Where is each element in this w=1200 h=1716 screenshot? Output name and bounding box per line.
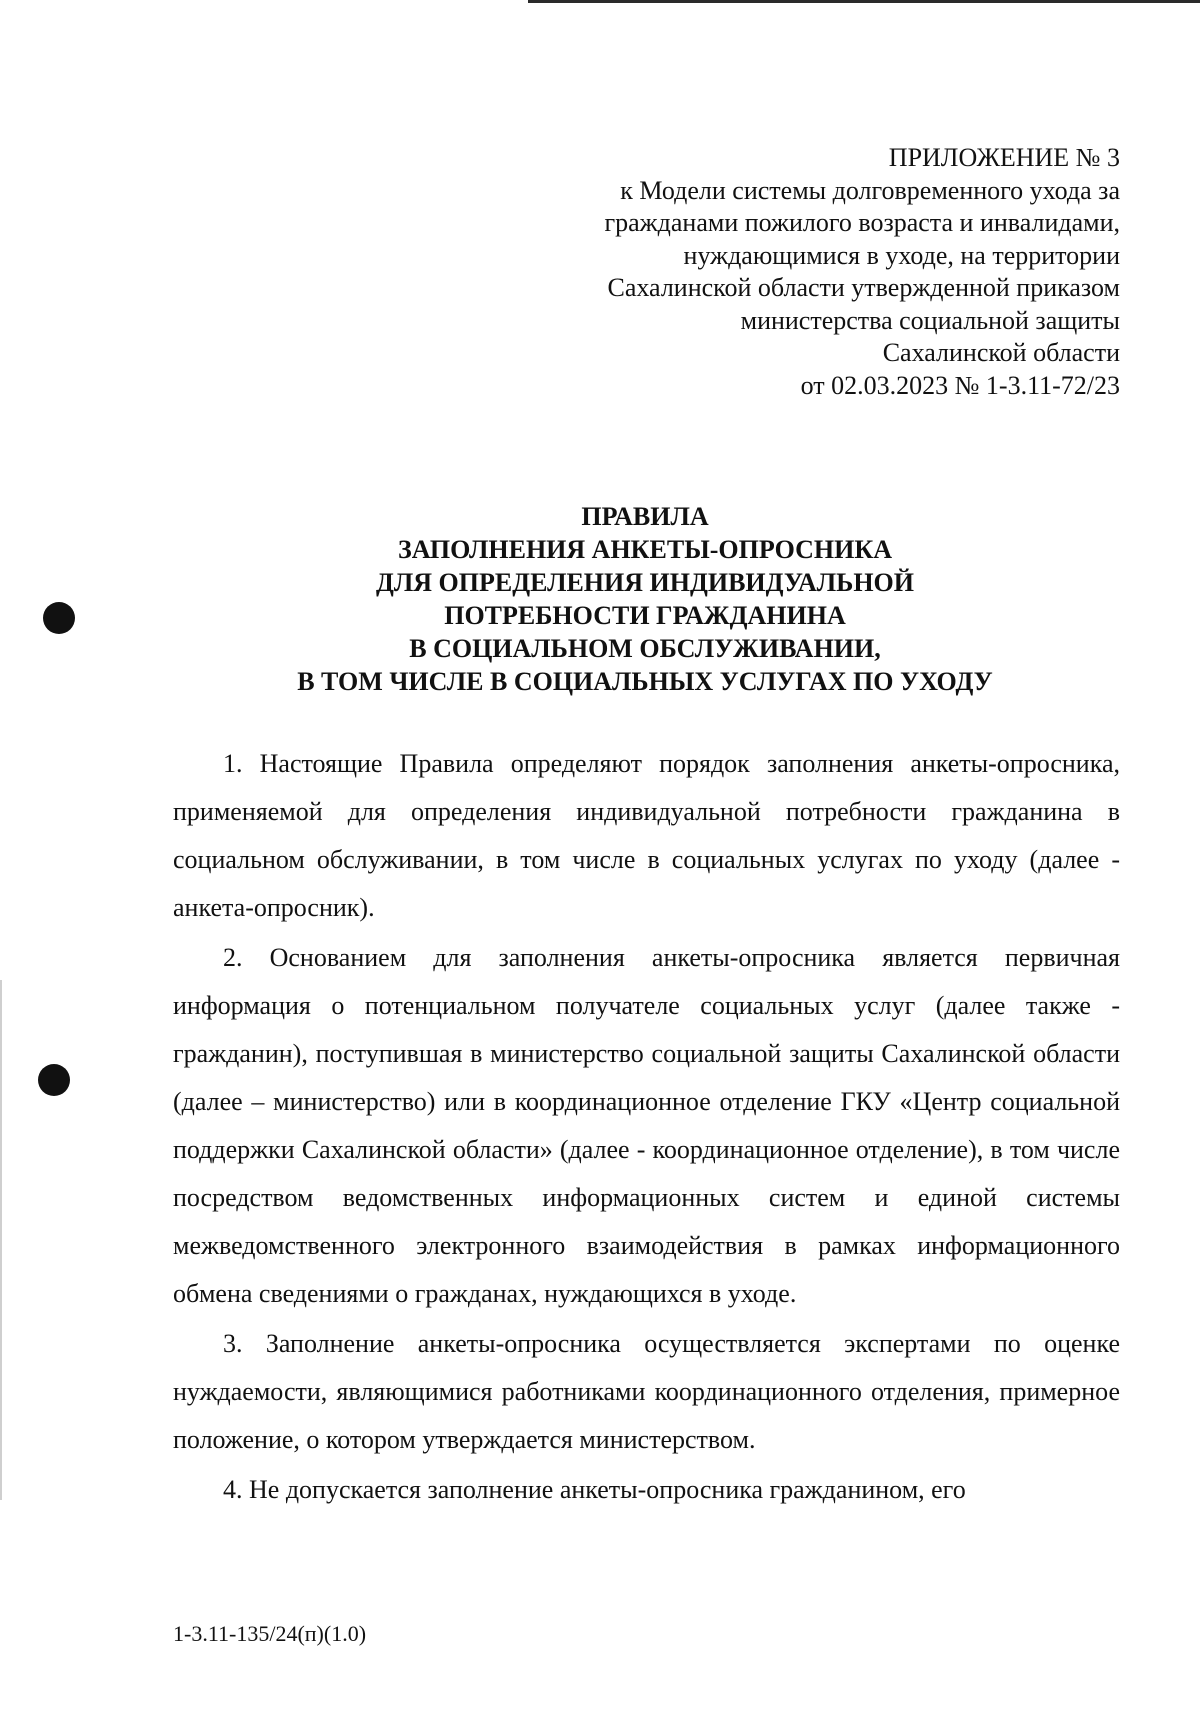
appendix-line: ПРИЛОЖЕНИЕ № 3	[888, 143, 1120, 172]
appendix-line: нуждающимися в уходе, на территории	[683, 240, 1120, 270]
appendix-line: от 02.03.2023 № 1-3.11-72/23	[800, 370, 1120, 400]
document-body	[173, 740, 1120, 1516]
paragraph-2: 2. Основанием для заполнения анкеты-опросника является первичная информация о потенциальном получателе социальных услуг (далее также - гражданин), поступившая в министерство социальной защиты Сахалинской области (далее – министерство) или в координационное отделение ГКУ «Центр социальной поддержки Сахалинской области» (далее - координационное отделение), в том числе посредством ведомственных информационных систем и единой системы межведомственного электронного взаимодействия в рамках информационного обмена сведениями о гражданах, нуждающихся в уходе.	[173, 943, 1120, 1308]
title-line: ПОТРЕБНОСТИ ГРАЖДАНИНА	[444, 601, 846, 630]
document-title	[170, 500, 1120, 698]
title-line: ПРАВИЛА	[581, 502, 709, 531]
document-code-footer: 1-3.11-135/24(п)(1.0)	[173, 1621, 367, 1646]
title-line: В ТОМ ЧИСЛЕ В СОЦИАЛЬНЫХ УСЛУГАХ ПО УХОДУ	[297, 667, 993, 696]
appendix-line: министерства социальной защиты	[740, 305, 1120, 335]
title-line: В СОЦИАЛЬНОМ ОБСЛУЖИВАНИИ,	[409, 634, 881, 663]
paragraph-4: 4. Не допускается заполнение анкеты-опросника гражданином, его	[223, 1475, 966, 1504]
appendix-header	[480, 142, 1120, 402]
title-line: ДЛЯ ОПРЕДЕЛЕНИЯ ИНДИВИДУАЛЬНОЙ	[376, 568, 914, 597]
appendix-line: Сахалинской области	[882, 338, 1120, 367]
paragraph-1: 1. Настоящие Правила определяют порядок заполнения анкеты-опросника, применяемой для определения индивидуальной потребности гражданина в социальном обслуживании, в том числе в социальных услугах по уходу (далее - анкета-опросник).	[173, 749, 1120, 922]
title-line: ЗАПОЛНЕНИЯ АНКЕТЫ-ОПРОСНИКА	[398, 535, 892, 564]
punch-hole-mark	[38, 1064, 70, 1096]
scan-left-edge	[0, 980, 2, 1500]
appendix-line: Сахалинской области утвержденной приказом	[607, 273, 1120, 302]
appendix-line: гражданами пожилого возраста и инвалидами,	[604, 208, 1120, 237]
punch-hole-mark	[43, 602, 75, 634]
appendix-line: к Модели системы долговременного ухода за	[620, 175, 1120, 205]
paragraph-3: 3. Заполнение анкеты-опросника осуществляется экспертами по оценке нуждаемости, являющимися работниками координационного отделения, примерное положение, о котором утверждается министерством.	[173, 1329, 1120, 1454]
top-border-line	[528, 0, 1200, 3]
